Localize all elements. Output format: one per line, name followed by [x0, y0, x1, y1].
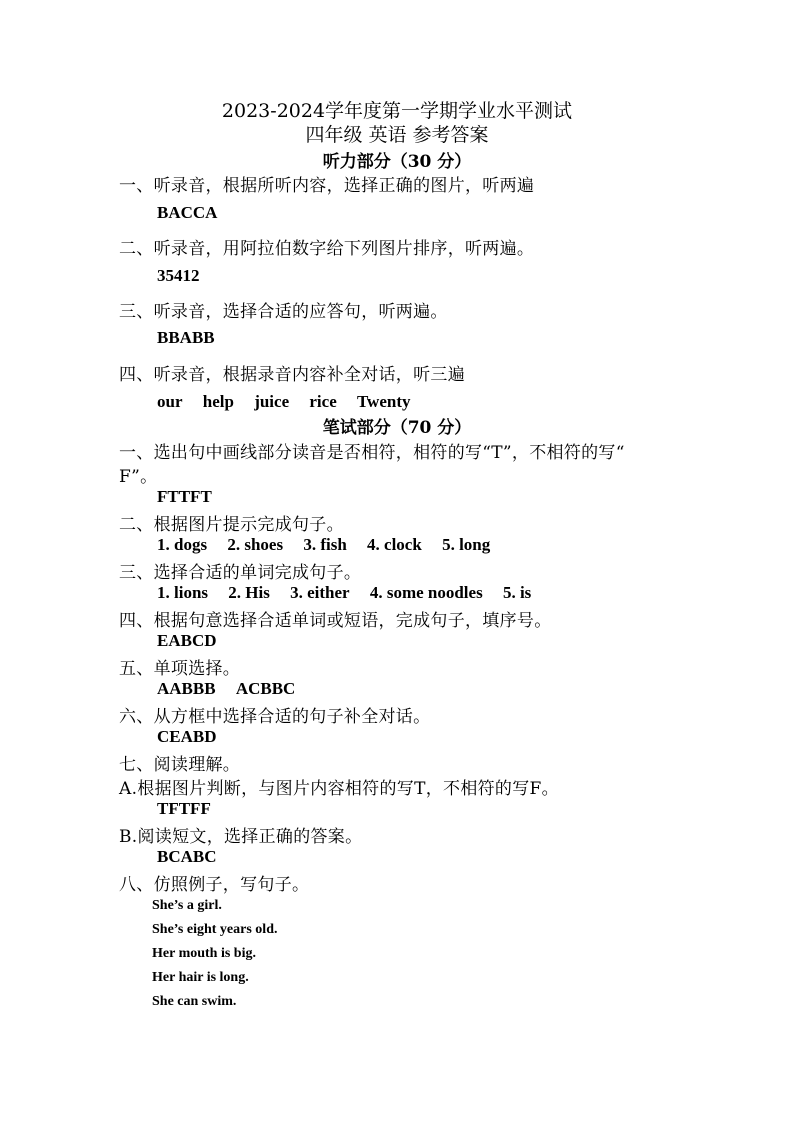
listening-section-heading: 听力部分（30 分）	[322, 152, 472, 172]
example-sentence: She can swim.	[152, 994, 237, 1009]
answer-item: 2. His	[228, 583, 270, 602]
answer-word: Twenty	[356, 392, 411, 411]
listening-question-2: 二、听录音，用阿拉伯数字给下列图片排序，听两遍。	[119, 239, 535, 259]
listening-answer-3: BBABB	[157, 328, 215, 347]
answer-item: 1. dogs	[157, 535, 208, 554]
answer-item: 5. long	[442, 535, 491, 554]
written-answer-2	[157, 535, 490, 555]
listening-answer-2: 35412	[157, 266, 200, 285]
document-subtitle: 四年级 英语 参考答案	[305, 124, 489, 146]
written-question-3: 三、选择合适的单词完成句子。	[119, 563, 362, 583]
written-answer-7a: TFTFF	[157, 799, 211, 818]
written-question-7: 七、阅读理解。	[119, 755, 241, 775]
example-sentence: Her mouth is big.	[152, 946, 256, 961]
answer-word: help	[202, 392, 234, 411]
written-question-7b: B.阅读短文，选择正确的答案。	[119, 827, 363, 847]
written-answer-6: CEABD	[157, 727, 217, 746]
written-answer-5	[157, 679, 295, 699]
example-sentence: Her hair is long.	[152, 970, 249, 985]
listening-question-4: 四、听录音，根据录音内容补全对话，听三遍	[119, 365, 465, 385]
written-question-4: 四、根据句意选择合适单词或短语，完成句子，填序号。	[119, 611, 552, 631]
answer-item: 5. is	[502, 583, 532, 602]
answer-group: AABBB	[157, 679, 216, 698]
written-answer-4: EABCD	[157, 631, 217, 650]
answer-word: our	[157, 392, 183, 411]
answer-item: 4. clock	[367, 535, 422, 554]
answer-word: juice	[254, 392, 290, 411]
written-question-6: 六、从方框中选择合适的句子补全对话。	[119, 707, 431, 727]
written-answer-3	[157, 583, 531, 603]
listening-question-1: 一、听录音，根据所听内容，选择正确的图片，听两遍	[119, 176, 535, 196]
written-question-7a: A.根据图片判断，与图片内容相符的写T，不相符的写F。	[119, 779, 559, 799]
written-question-2: 二、根据图片提示完成句子。	[119, 515, 344, 535]
answer-item: 1. lions	[157, 583, 209, 602]
document-title: 2023-2024学年度第一学期学业水平测试	[221, 100, 573, 122]
answer-item: 3. either	[290, 583, 350, 602]
written-question-5: 五、单项选择。	[119, 659, 241, 679]
answer-group: ACBBC	[235, 679, 296, 698]
answer-word: rice	[309, 392, 337, 411]
written-question-8: 八、仿照例子，写句子。	[119, 875, 310, 895]
written-question-1-line2: F”。	[119, 467, 158, 487]
listening-answer-1: BACCA	[157, 203, 218, 222]
answer-item: 2. shoes	[227, 535, 284, 554]
written-answer-1: FTTFT	[157, 487, 212, 506]
written-question-1-line1: 一、选出句中画线部分读音是否相符，相符的写“T”，不相符的写“	[119, 443, 625, 463]
listening-answer-4	[157, 392, 411, 412]
listening-question-3: 三、听录音，选择合适的应答句，听两遍。	[119, 302, 448, 322]
example-sentence: She’s eight years old.	[152, 922, 278, 937]
written-answer-7b: BCABC	[157, 847, 217, 866]
answer-item: 3. fish	[303, 535, 347, 554]
written-section-heading: 笔试部分（70 分）	[322, 418, 472, 438]
answer-item: 4. some noodles	[369, 583, 483, 602]
example-sentence: She’s a girl.	[152, 898, 222, 913]
